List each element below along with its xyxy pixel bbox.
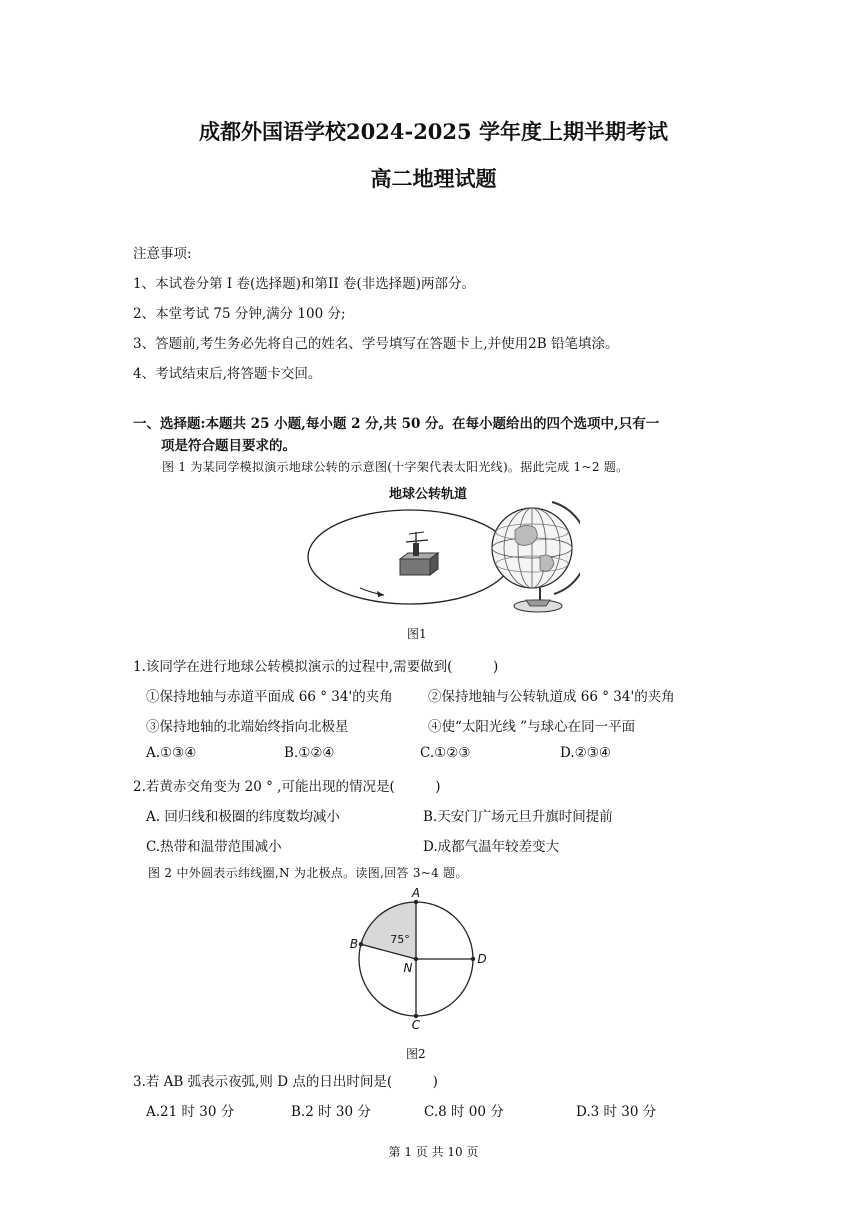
point-a-label: A	[411, 886, 421, 900]
q1-statement-1: ①保持地轴与赤道平面成 66 ° 34'的夹角	[146, 689, 393, 705]
q1-choice-d[interactable]: D.②③④	[560, 745, 611, 761]
q3-stem: 3.若 AB 弧表示夜弧,则 D 点的日出时间是( )	[133, 1074, 438, 1090]
point-n-label: N	[403, 961, 413, 975]
figure-1	[300, 480, 580, 620]
sun-ray-cross-model	[400, 532, 438, 575]
section-heading-cont: 项是符合题目要求的。	[161, 438, 296, 454]
figure-2	[340, 886, 500, 1034]
q1-statement-4: ④使“太阳光线 ”与球心在同一平面	[428, 719, 636, 735]
note-item-1: 1、本试卷分第 I 卷(选择题)和第II 卷(非选择题)两部分。	[133, 276, 476, 292]
q1-statement-2: ②保持地轴与公转轨道成 66 ° 34'的夹角	[428, 689, 675, 705]
fig1-intro: 图 1 为某同学模拟演示地球公转的示意图(十字架代表太阳光线)。据此完成 1~2 题。	[162, 460, 629, 474]
exam-title: 成都外国语学校2024-2025 学年度上期半期考试	[199, 119, 668, 144]
point-b-label: B	[349, 937, 359, 951]
notes-heading: 注意事项:	[133, 246, 192, 262]
note-item-3: 3、答题前,考生务必先将自己的姓名、学号填写在答题卡上,并使用2B 铅笔填涂。	[133, 336, 619, 352]
q2-choice-a[interactable]: A. 回归线和极圈的纬度数均减小	[146, 809, 340, 825]
shaded-sector	[361, 902, 416, 959]
q2-stem: 2.若黄赤交角变为 20 ° ,可能出现的情况是( )	[133, 779, 441, 795]
q1-choice-c[interactable]: C.①②③	[420, 745, 471, 761]
q3-choice-d[interactable]: D.3 时 30 分	[576, 1104, 657, 1120]
page-footer: 第 1 页 共 10 页	[388, 1145, 479, 1159]
q1-choice-a[interactable]: A.①③④	[146, 745, 197, 761]
q3-choice-a[interactable]: A.21 时 30 分	[146, 1104, 235, 1120]
orbit-label: 地球公转轨道	[388, 487, 468, 502]
angle-label: 75°	[390, 933, 410, 946]
fig1-caption: 图1	[407, 627, 427, 641]
globe-icon	[492, 502, 580, 612]
q2-choice-b[interactable]: B.天安门广场元旦升旗时间提前	[423, 809, 613, 825]
section-heading: 一、选择题:本题共 25 小题,每小题 2 分,共 50 分。在每小题给出的四个选项中,只有一	[133, 416, 660, 432]
q2-choice-d[interactable]: D.成都气温年较差变大	[423, 839, 560, 855]
q1-statement-3: ③保持地轴的北端始终指向北极星	[146, 719, 349, 735]
point-d-label: D	[477, 952, 487, 966]
note-item-2: 2、本堂考试 75 分钟,满分 100 分;	[133, 306, 346, 322]
q3-choice-b[interactable]: B.2 时 30 分	[291, 1104, 371, 1120]
point-c-label: C	[411, 1018, 421, 1032]
fig2-intro: 图 2 中外圆表示纬线圈,N 为北极点。读图,回答 3~4 题。	[148, 866, 468, 880]
note-item-4: 4、考试结束后,将答题卡交回。	[133, 366, 322, 382]
fig2-caption: 图2	[406, 1047, 426, 1061]
exam-subtitle: 高二地理试题	[370, 166, 497, 191]
q1-choice-b[interactable]: B.①②④	[284, 745, 335, 761]
q3-choice-c[interactable]: C.8 时 00 分	[424, 1104, 504, 1120]
q1-stem: 1.该同学在进行地球公转模拟演示的过程中,需要做到( )	[133, 659, 499, 675]
q2-choice-c[interactable]: C.热带和温带范围减小	[146, 839, 282, 855]
